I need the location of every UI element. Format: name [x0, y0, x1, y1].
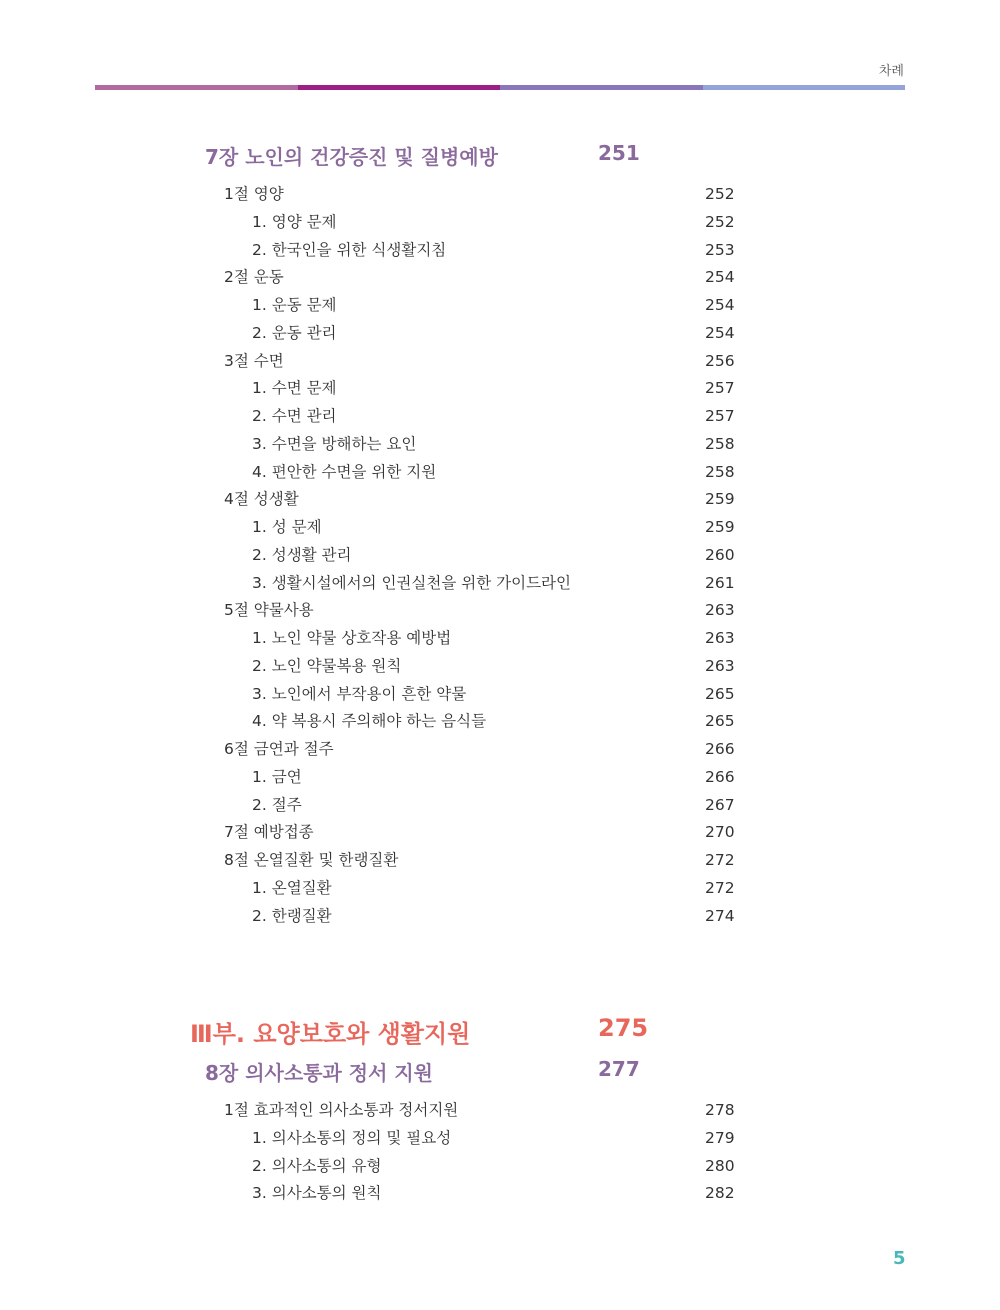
toc-subsection-entry	[0, 625, 1000, 653]
toc-entry-page: 278	[705, 1101, 735, 1119]
chapter-7-page: 251	[598, 141, 640, 165]
toc-section-entry	[0, 486, 1000, 514]
toc-entry-label: 4. 편안한 수면을 위한 지원	[252, 462, 437, 481]
toc-entry-label: 1. 영양 문제	[252, 212, 337, 231]
toc-entry-page: 258	[705, 462, 735, 481]
toc-entry-label: 2. 한국인을 위한 식생활지침	[252, 240, 447, 259]
toc-subsection-entry	[0, 403, 1000, 431]
toc-subsection-entry	[0, 903, 1000, 931]
chapter-7-section	[0, 141, 1000, 930]
toc-entry-page: 258	[705, 434, 735, 453]
toc-entry-page: 272	[705, 878, 735, 897]
toc-section-entry	[0, 1097, 1000, 1125]
toc-entry-page: 254	[705, 296, 735, 314]
toc-section-entry	[0, 736, 1000, 764]
toc-subsection-entry	[0, 1125, 1000, 1153]
toc-entry-label: 1. 금연	[252, 767, 302, 786]
toc-subsection-entry	[0, 320, 1000, 348]
toc-entry-page: 259	[705, 490, 735, 509]
toc-entry-page: 263	[705, 629, 735, 647]
chapter-8-toc-list	[0, 1097, 1000, 1208]
toc-subsection-entry	[0, 514, 1000, 542]
toc-entry-label: 3. 수면을 방해하는 요인	[252, 434, 417, 453]
toc-entry-page: 263	[705, 656, 735, 675]
toc-entry-page: 260	[705, 545, 735, 564]
page-number: 5	[893, 1248, 906, 1269]
toc-entry-page: 252	[705, 212, 735, 231]
toc-section-entry	[0, 597, 1000, 625]
toc-subsection-entry	[0, 653, 1000, 681]
toc-entry-page: 259	[705, 518, 735, 536]
chapter-8-title: 8장 의사소통과 정서 지원	[205, 1061, 434, 1085]
toc-entry-page: 261	[705, 573, 735, 592]
toc-entry-label: 1. 온열질환	[252, 878, 332, 897]
toc-section-entry	[0, 847, 1000, 875]
toc-subsection-entry	[0, 209, 1000, 237]
toc-entry-page: 256	[705, 351, 735, 370]
part-3-title: Ⅲ부. 요양보호와 생활지원	[190, 1020, 471, 1048]
toc-entry-label: 2. 운동 관리	[252, 323, 337, 342]
toc-entry-label: 4. 약 복용시 주의해야 하는 음식들	[252, 712, 487, 731]
color-bar-segment-3	[500, 85, 703, 90]
toc-entry-label: 3. 노인에서 부작용이 흔한 약물	[252, 684, 467, 703]
color-bar-segment-4	[703, 85, 906, 90]
toc-section-entry	[0, 348, 1000, 376]
toc-subsection-entry	[0, 570, 1000, 598]
toc-subsection-entry	[0, 708, 1000, 736]
toc-subsection-entry	[0, 681, 1000, 709]
chapter-7-title: 7장 노인의 건강증진 및 질병예방	[205, 145, 498, 169]
toc-entry-page: 279	[705, 1128, 735, 1147]
toc-entry-label: 1. 수면 문제	[252, 379, 337, 398]
toc-entry-page: 254	[705, 268, 735, 287]
toc-entry-page: 252	[705, 185, 735, 203]
running-header-label: 차례	[878, 64, 904, 79]
toc-entry-label: 8절 온열질환 및 한랭질환	[224, 851, 399, 869]
toc-entry-label: 2. 성생활 관리	[252, 545, 352, 564]
color-bar-segment-2	[298, 85, 501, 90]
toc-section-entry	[0, 181, 1000, 209]
toc-subsection-entry	[0, 459, 1000, 487]
toc-subsection-entry	[0, 431, 1000, 459]
toc-subsection-entry	[0, 764, 1000, 792]
toc-entry-page: 257	[705, 407, 735, 425]
toc-subsection-entry	[0, 875, 1000, 903]
toc-section-entry	[0, 819, 1000, 847]
toc-entry-label: 1. 운동 문제	[252, 296, 337, 314]
toc-entry-label: 1. 노인 약물 상호작용 예방법	[252, 629, 452, 647]
toc-entry-page: 263	[705, 601, 735, 620]
toc-entry-page: 280	[705, 1156, 735, 1175]
toc-entry-label: 2. 절주	[252, 795, 302, 814]
toc-entry-label: 3절 수면	[224, 351, 284, 370]
chapter-8-heading	[0, 1057, 1000, 1097]
part-3-heading	[0, 1014, 1000, 1056]
toc-entry-page: 266	[705, 767, 735, 786]
header-color-bar	[95, 85, 905, 90]
toc-entry-label: 7절 예방접종	[224, 823, 314, 842]
part-3-section	[0, 1014, 1000, 1056]
toc-entry-label: 1. 의사소통의 정의 및 필요성	[252, 1128, 452, 1147]
chapter-8-page: 277	[598, 1057, 640, 1081]
toc-entry-label: 2. 노인 약물복용 원칙	[252, 656, 402, 675]
toc-section-entry	[0, 264, 1000, 292]
toc-entry-page: 254	[705, 323, 735, 342]
toc-entry-label: 1절 효과적인 의사소통과 정서지원	[224, 1101, 459, 1119]
toc-subsection-entry	[0, 292, 1000, 320]
color-bar-segment-1	[95, 85, 298, 90]
toc-entry-label: 4절 성생활	[224, 490, 299, 509]
toc-subsection-entry	[0, 1180, 1000, 1208]
toc-entry-label: 2절 운동	[224, 268, 284, 287]
toc-entry-page: 265	[705, 684, 735, 703]
toc-entry-page: 274	[705, 906, 735, 925]
toc-entry-page: 257	[705, 379, 735, 398]
toc-subsection-entry	[0, 792, 1000, 820]
toc-entry-page: 267	[705, 795, 735, 814]
toc-subsection-entry	[0, 542, 1000, 570]
chapter-7-heading	[0, 141, 1000, 181]
toc-subsection-entry	[0, 1153, 1000, 1181]
chapter-8-section	[0, 1057, 1000, 1208]
toc-entry-page: 272	[705, 851, 735, 869]
toc-entry-page: 253	[705, 240, 735, 259]
toc-subsection-entry	[0, 375, 1000, 403]
toc-entry-label: 5절 약물사용	[224, 601, 314, 620]
chapter-7-toc-list	[0, 181, 1000, 930]
toc-subsection-entry	[0, 237, 1000, 265]
toc-entry-label: 2. 한랭질환	[252, 906, 332, 925]
toc-entry-page: 282	[705, 1184, 735, 1203]
toc-entry-label: 1. 성 문제	[252, 518, 322, 536]
toc-entry-label: 3. 생활시설에서의 인권실천을 위한 가이드라인	[252, 573, 571, 592]
toc-entry-label: 6절 금연과 절주	[224, 740, 334, 758]
toc-entry-page: 270	[705, 823, 735, 842]
part-3-page: 275	[598, 1014, 649, 1042]
toc-entry-label: 2. 수면 관리	[252, 407, 337, 425]
toc-entry-label: 1절 영양	[224, 185, 284, 203]
toc-entry-label: 2. 의사소통의 유형	[252, 1156, 382, 1175]
toc-entry-label: 3. 의사소통의 원칙	[252, 1184, 382, 1203]
toc-entry-page: 266	[705, 740, 735, 758]
toc-entry-page: 265	[705, 712, 735, 731]
